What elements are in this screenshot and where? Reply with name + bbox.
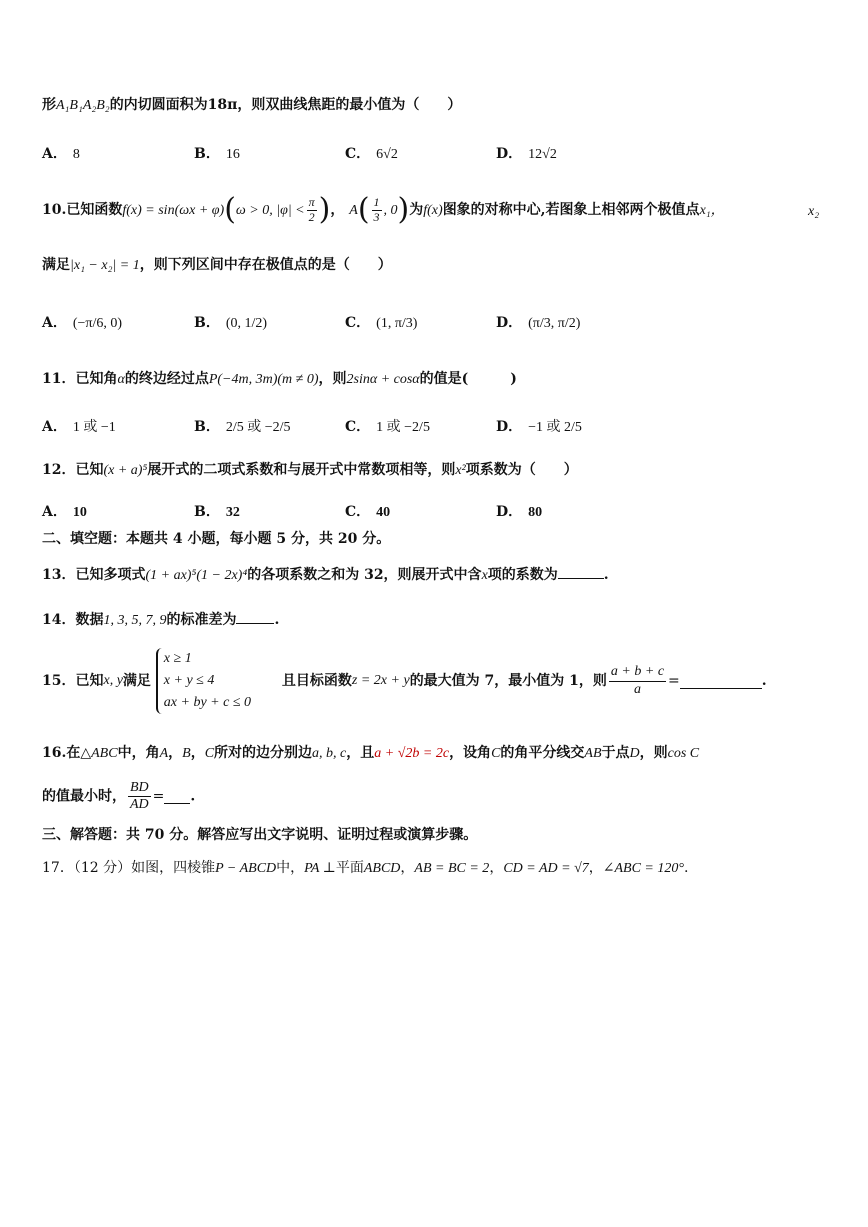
q12-stem: 12．已知(x + a)⁵展开式的二项式系数和与展开式中常数项相等，则x²项系数为（ ） (42, 462, 578, 478)
q9-option-b[interactable]: B． 16 (194, 146, 240, 162)
q11-option-c[interactable]: C． 1 或 −2/5 (345, 419, 430, 435)
q10-option-c[interactable]: C． (1, π/3) (345, 315, 418, 331)
q12-option-c[interactable]: C． 40 (345, 504, 391, 520)
q10-option-b[interactable]: B． (0, 1/2) (194, 315, 268, 331)
q11-option-b[interactable]: B． 2/5 或 −2/5 (194, 419, 291, 435)
q10-x2: x₂ (808, 204, 820, 219)
section-2-heading: 二、填空题：本题共 4 小题，每小题 5 分，共 20 分。 (42, 531, 391, 547)
q15-answer-blank[interactable] (680, 674, 762, 689)
q11-stem: 11．已知角α的终边经过点P(−4m, 3m)(m ≠ 0)，则2sinα + cosα的值是( ) (42, 371, 517, 387)
q10-stem-line2: 满足|x₁ − x₂| = 1，则下列区间中存在极值点的是（ ） (42, 257, 392, 273)
q9-option-a[interactable]: A． 8 (42, 146, 80, 162)
q12-option-b[interactable]: B． 32 (194, 504, 240, 520)
q12-option-a[interactable]: A． 10 (42, 504, 87, 520)
q9-stem (42, 96, 461, 115)
q10-func: f(x) = sin(ωx + φ) (122, 203, 225, 218)
q9-prefix: 形 (42, 97, 56, 113)
q11-option-a[interactable]: A． 1 或 −1 (42, 419, 116, 435)
q11-option-d[interactable]: D． −1 或 2/5 (496, 419, 582, 435)
q14-stem: 14．数据1, 3, 5, 7, 9的标准差为 . (42, 609, 279, 630)
q9-option-c[interactable]: C． 6√2 (345, 146, 398, 162)
q10-option-d[interactable]: D． (π/3, π/2) (496, 315, 581, 331)
q16-condition: a + √2b = 2c (374, 746, 450, 761)
q14-answer-blank[interactable] (236, 609, 274, 624)
q9-options (42, 143, 842, 167)
q16-answer-blank[interactable] (164, 789, 190, 804)
q16-stem-line2: 的值最小时， $\frac{BD}{AD}$ = . (42, 780, 196, 813)
q9-text: 的内切圆面积为18π，则双曲线焦距的最小值为（ ） (109, 97, 462, 113)
section-3-heading: 三、解答题：共 70 分。解答应写出文字说明、证明过程或演算步骤。 (42, 827, 478, 843)
q13-answer-blank[interactable] (558, 564, 604, 579)
q9-option-d[interactable]: D． 12√2 (496, 146, 557, 162)
q9-expr: A₁B₁A₂B₂ (56, 98, 110, 113)
q10-option-a[interactable]: A． (−π/6, 0) (42, 315, 123, 331)
q13-stem: 13．已知多项式(1 + ax)⁵(1 − 2x)⁴的各项系数之和为 32，则展开式中含x项的系数为 . (42, 564, 609, 585)
q11-options (42, 416, 842, 440)
q15-stem: 15．已知x, y满足 x ≥ 1 x + y ≤ 4 ax + by + c ≤ 0 且目标函数z = 2x + y的最大值为 7，最小值为 1，则 $\frac{a + b + c}{a}$ = . (42, 648, 767, 714)
q16-stem-line1: 16.在△ABC中，角A，B，C所对的边分别边a, b, c，且a + √2b = 2c，设角C的角平分线交AB于点D，则cos C (42, 745, 700, 761)
q17-stem: 17．（12 分）如图，四棱锥P − ABCD中，PA ⊥平面ABCD，AB = BC = 2，CD = AD = √7，∠ABC = 120°. (42, 860, 689, 876)
q15-constraint-system: x ≥ 1 x + y ≤ 4 ax + by + c ≤ 0 (156, 648, 251, 714)
q10-stem-line1: 10.已知函数f(x) = sin(ωx + φ)(ω > 0, |φ| < $\frac{\pi}{2}$ )， A( $\frac{1}{3}$ , 0)为f(x)图象的对称中心,若图象上相邻两个极值点x₁， (42, 192, 725, 227)
q12-options (42, 501, 842, 525)
q10-options (42, 312, 842, 336)
q12-option-d[interactable]: D． 80 (496, 504, 543, 520)
